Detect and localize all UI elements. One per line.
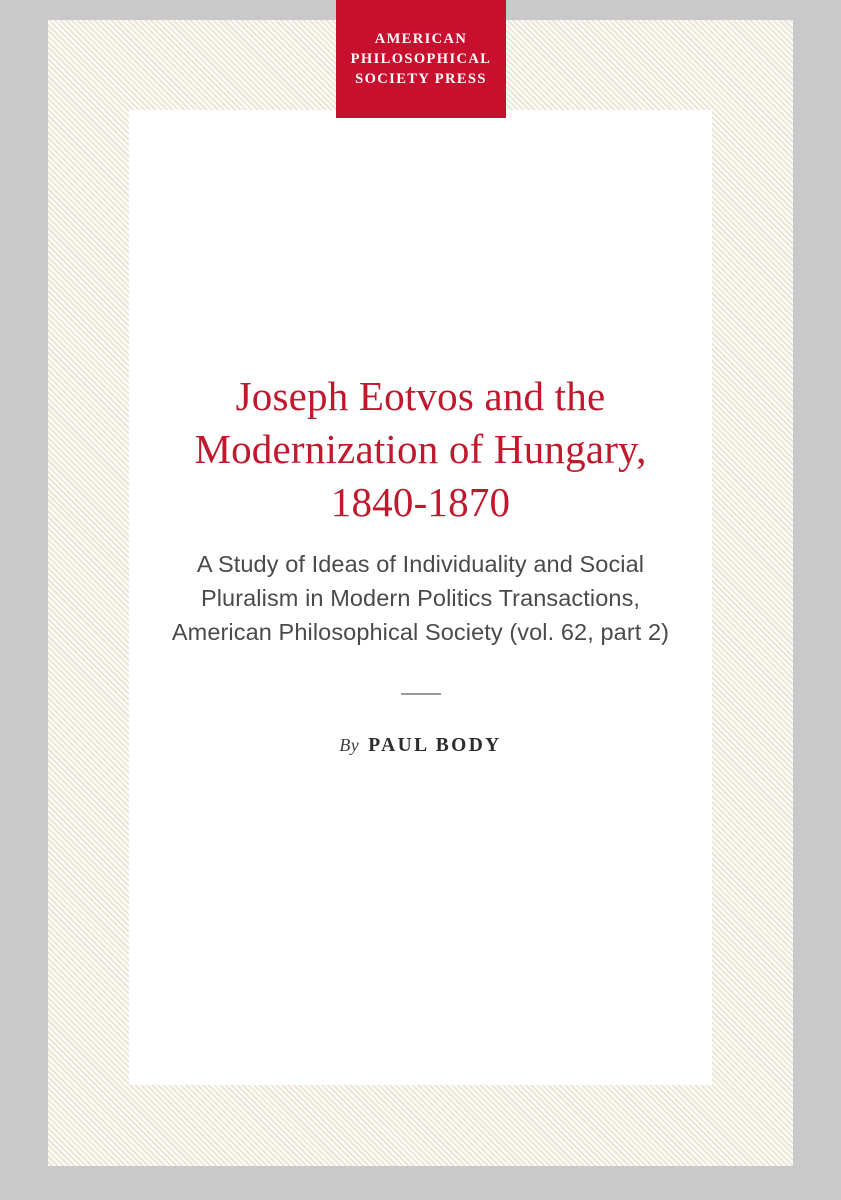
book-title: Joseph Eotvos and the Modernization of Hungary, 1840-1870 — [194, 373, 647, 525]
divider-rule — [401, 693, 441, 695]
publisher-banner — [336, 0, 506, 118]
byline — [160, 735, 681, 757]
publisher-line-3: SOCIETY PRESS — [355, 71, 487, 87]
publisher-line-1: AMERICAN — [374, 31, 468, 47]
byline-prefix: By — [339, 735, 360, 755]
publisher-line-2: PHILOSOPHICAL — [350, 51, 492, 67]
author-name: PAUL BODY — [368, 735, 502, 756]
cover-text-block — [160, 370, 681, 757]
book-subtitle: A Study of Ideas of Individuality and Social Pluralism in Modern Politics Transactions, American Philosophical Society (vol. 62, part 2) — [171, 551, 670, 645]
